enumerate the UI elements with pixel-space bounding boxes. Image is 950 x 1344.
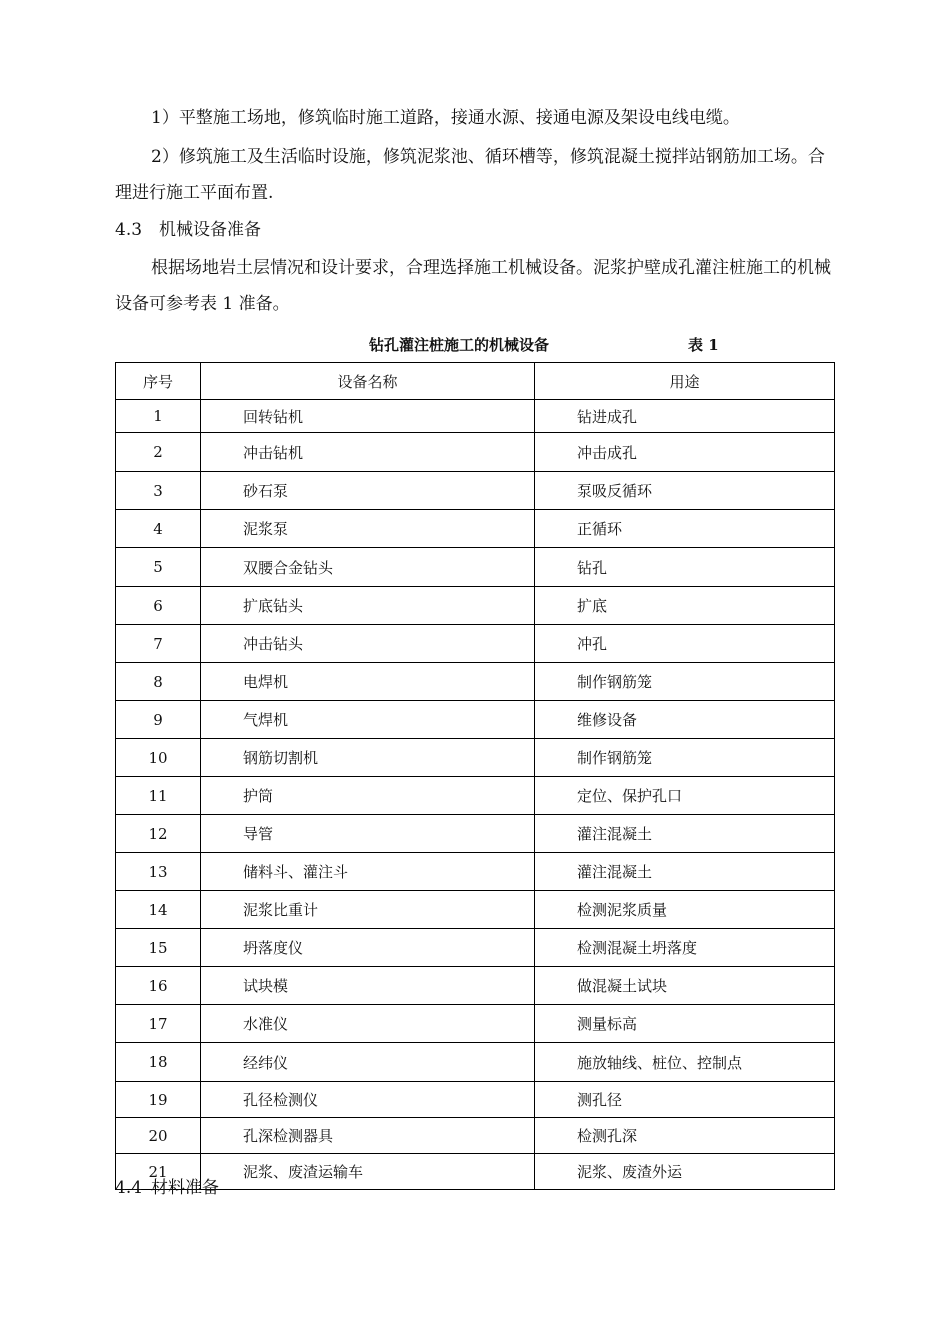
cell-equipment-name: 电焊机 <box>201 663 535 701</box>
cell-purpose: 制作钢筋笼 <box>535 663 835 701</box>
cell-equipment-name: 经纬仪 <box>201 1043 535 1082</box>
paragraph-site-leveling: 1）平整施工场地，修筑临时施工道路，接通水源、接通电源及架设电线电缆。 <box>151 108 740 128</box>
cell-number: 20 <box>116 1118 201 1154</box>
table-row <box>116 1154 835 1190</box>
cell-purpose: 检测泥浆质量 <box>535 891 835 929</box>
cell-number: 15 <box>116 929 201 967</box>
table-row <box>116 891 835 929</box>
section-title: 材料准备 <box>151 1178 219 1198</box>
cell-number: 7 <box>116 625 201 663</box>
cell-purpose: 冲击成孔 <box>535 433 835 472</box>
section-heading-4-3 <box>115 218 261 242</box>
section-number: 4.4 <box>115 1178 143 1198</box>
cell-purpose: 测量标高 <box>535 1005 835 1043</box>
cell-equipment-name: 孔径检测仪 <box>201 1082 535 1118</box>
cell-equipment-name: 扩底钻头 <box>201 587 535 625</box>
cell-number: 2 <box>116 433 201 472</box>
section-number: 4.3 <box>115 220 143 240</box>
cell-equipment-name: 坍落度仪 <box>201 929 535 967</box>
cell-number: 9 <box>116 701 201 739</box>
table-row <box>116 967 835 1005</box>
cell-number: 5 <box>116 548 201 587</box>
cell-purpose: 灌注混凝土 <box>535 815 835 853</box>
table-row <box>116 701 835 739</box>
cell-purpose: 测孔径 <box>535 1082 835 1118</box>
table-row <box>116 929 835 967</box>
table-row <box>116 663 835 701</box>
cell-purpose: 做混凝土试块 <box>535 967 835 1005</box>
cell-equipment-name: 泥浆泵 <box>201 510 535 548</box>
cell-number: 8 <box>116 663 201 701</box>
cell-equipment-name: 回转钻机 <box>201 400 535 433</box>
cell-equipment-name: 双腰合金钻头 <box>201 548 535 587</box>
table-header-row <box>116 363 835 400</box>
table-caption-label: 表 1 <box>688 336 719 354</box>
cell-equipment-name: 孔深检测器具 <box>201 1118 535 1154</box>
table-row <box>116 548 835 587</box>
cell-equipment-name: 钢筋切割机 <box>201 739 535 777</box>
cell-equipment-name: 泥浆、废渣运输车 <box>201 1154 535 1190</box>
cell-number: 18 <box>116 1043 201 1082</box>
cell-purpose: 定位、保护孔口 <box>535 777 835 815</box>
table-row <box>116 510 835 548</box>
section-title: 机械设备准备 <box>159 220 261 240</box>
table-row <box>116 625 835 663</box>
cell-purpose: 扩底 <box>535 587 835 625</box>
cell-number: 19 <box>116 1082 201 1118</box>
cell-equipment-name: 试块模 <box>201 967 535 1005</box>
table-row <box>116 1082 835 1118</box>
cell-equipment-name: 水准仪 <box>201 1005 535 1043</box>
cell-purpose: 泵吸反循环 <box>535 472 835 510</box>
table-row <box>116 777 835 815</box>
table-row <box>116 587 835 625</box>
cell-equipment-name: 砂石泵 <box>201 472 535 510</box>
header-purpose: 用途 <box>535 363 835 400</box>
cell-equipment-name: 储料斗、灌注斗 <box>201 853 535 891</box>
cell-purpose: 制作钢筋笼 <box>535 739 835 777</box>
cell-purpose: 维修设备 <box>535 701 835 739</box>
table-row <box>116 433 835 472</box>
cell-purpose: 泥浆、废渣外运 <box>535 1154 835 1190</box>
cell-number: 13 <box>116 853 201 891</box>
table-row <box>116 472 835 510</box>
cell-number: 10 <box>116 739 201 777</box>
cell-number: 6 <box>116 587 201 625</box>
cell-equipment-name: 泥浆比重计 <box>201 891 535 929</box>
cell-equipment-name: 气焊机 <box>201 701 535 739</box>
table-row <box>116 815 835 853</box>
cell-equipment-name: 导管 <box>201 815 535 853</box>
table-caption-title: 钻孔灌注桩施工的机械设备 <box>369 336 550 354</box>
cell-number: 21 <box>116 1154 201 1190</box>
header-number: 序号 <box>116 363 201 400</box>
cell-number: 11 <box>116 777 201 815</box>
table-row <box>116 1118 835 1154</box>
table-row <box>116 400 835 433</box>
cell-number: 12 <box>116 815 201 853</box>
equipment-table <box>115 362 835 1190</box>
cell-number: 4 <box>116 510 201 548</box>
cell-number: 3 <box>116 472 201 510</box>
cell-number: 17 <box>116 1005 201 1043</box>
cell-purpose: 检测混凝土坍落度 <box>535 929 835 967</box>
cell-purpose: 钻孔 <box>535 548 835 587</box>
cell-purpose: 钻进成孔 <box>535 400 835 433</box>
cell-equipment-name: 冲击钻机 <box>201 433 535 472</box>
cell-purpose: 正循环 <box>535 510 835 548</box>
section-heading-4-4 <box>115 1176 219 1200</box>
table-row <box>116 1005 835 1043</box>
header-equipment-name: 设备名称 <box>201 363 535 400</box>
table-row <box>116 739 835 777</box>
table-row <box>116 1043 835 1082</box>
cell-purpose: 施放轴线、桩位、控制点 <box>535 1043 835 1082</box>
cell-purpose: 冲孔 <box>535 625 835 663</box>
table-body <box>116 400 835 1190</box>
paragraph-equipment-selection: 根据场地岩土层情况和设计要求，合理选择施工机械设备。泥浆护壁成孔灌注桩施工的机械设备可参考表 1 准备。 <box>115 258 831 314</box>
cell-equipment-name: 冲击钻头 <box>201 625 535 663</box>
cell-number: 16 <box>116 967 201 1005</box>
paragraph-temporary-facilities: 2）修筑施工及生活临时设施，修筑泥浆池、循环槽等，修筑混凝土搅拌站钢筋加工场。合理进行施工平面布置. <box>115 147 825 203</box>
table-caption <box>115 332 835 356</box>
cell-purpose: 检测孔深 <box>535 1118 835 1154</box>
cell-purpose: 灌注混凝土 <box>535 853 835 891</box>
cell-equipment-name: 护筒 <box>201 777 535 815</box>
cell-number: 14 <box>116 891 201 929</box>
table-row <box>116 853 835 891</box>
cell-number: 1 <box>116 400 201 433</box>
